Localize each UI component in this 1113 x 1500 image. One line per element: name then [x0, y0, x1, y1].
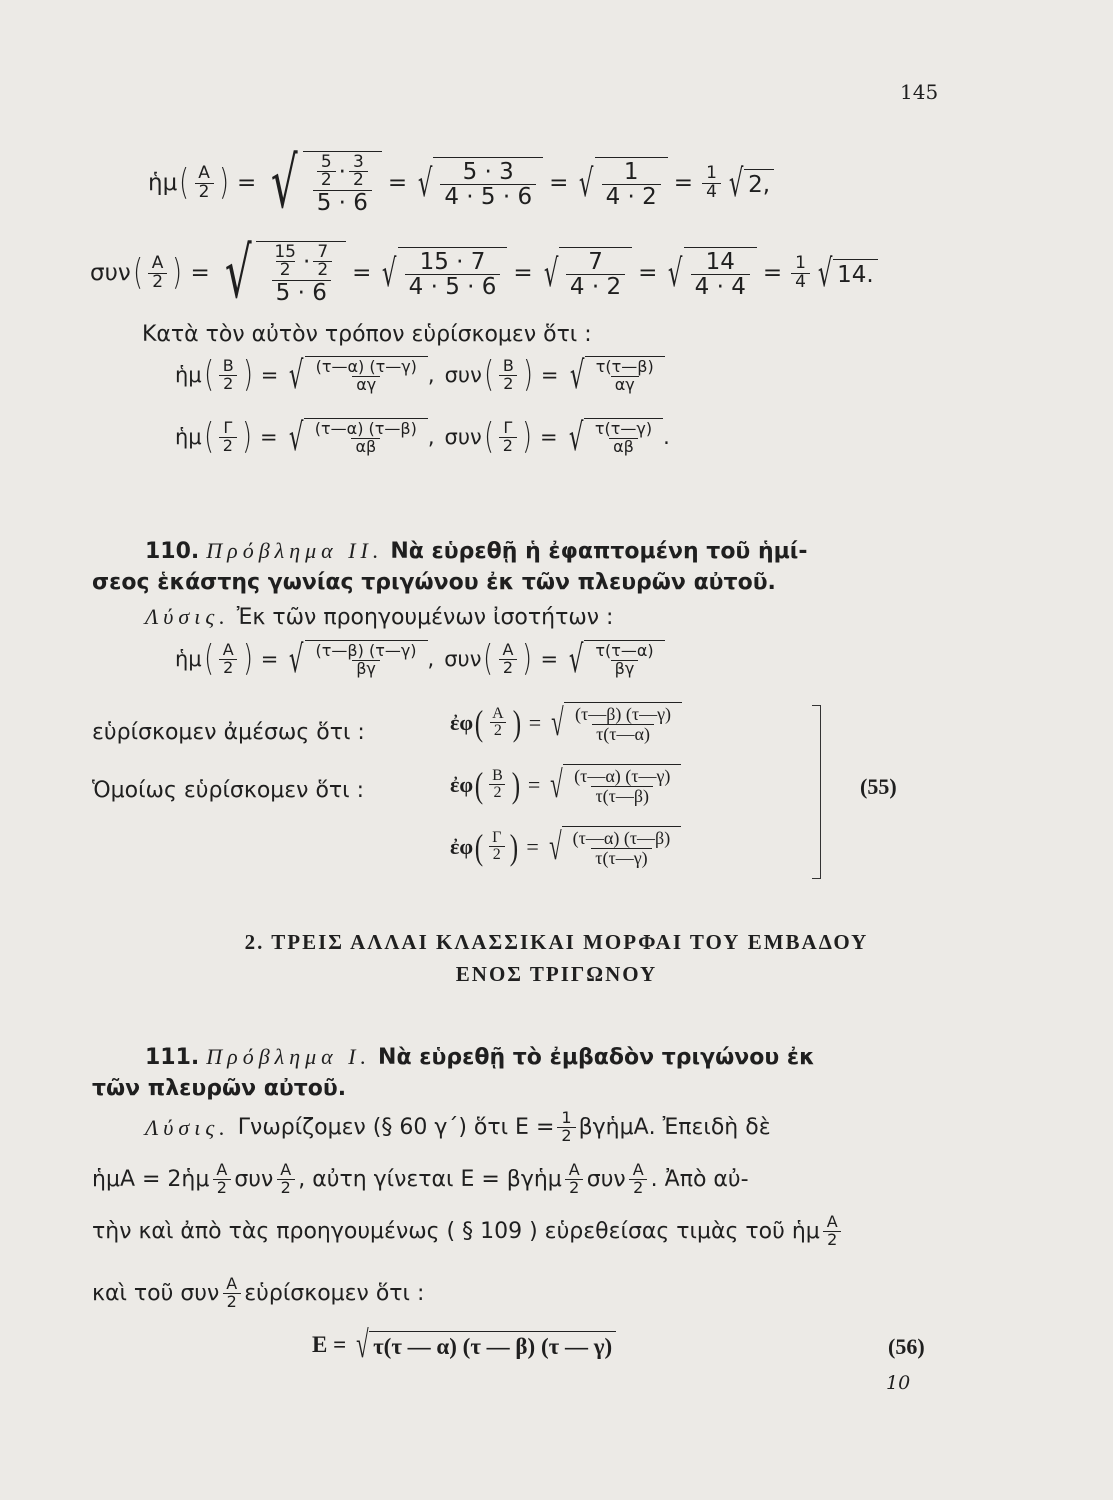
fn-sin: ἡμ	[148, 170, 178, 196]
solution-111-line4: καὶ τοῦ συν $\frac{A}{2}$ εὑρίσκομεν ὅτι :	[92, 1274, 425, 1311]
formula-tan-half-b: ἐφ ( $\frac{B}{2}$ ) = √ $\frac{(\tau—\alpha) (\tau—\gamma)}{\tau(\tau—\beta)}$	[450, 764, 681, 806]
formula-heron: Ε = √ τ(τ — α) (τ — β) (τ — γ)	[312, 1326, 616, 1364]
half-angle-a: $\frac{A}{2}$	[194, 165, 214, 202]
formula-row-b: ἡμ ( $\frac{B}{2}$ ) = √ $\frac{(\tau—\alpha) (\tau—\gamma)}{\alpha\gamma}$ , συν ( $\frac{B}{2}$ ) = √ $\frac{\tau(\tau—\beta)}{\alpha\gamma}$	[175, 356, 665, 394]
problem-111-line2: τῶν πλευρῶν αὐτοῦ.	[92, 1076, 347, 1101]
radical-big: √ $\frac{5}{2}$ · $\frac{3}{2}$ 5 · 6	[262, 148, 382, 218]
problem-110-line1: 110. Πρόβλημα ΙΙ. Νὰ εὑρεθῇ ἡ ἐφαπτομένη τοῦ ἡμί-	[145, 538, 808, 564]
section-heading-line1: 2. ΤΡΕΙΣ ΑΛΛΑΙ ΚΛΑΣΣΙΚΑΙ ΜΟΡΦΑΙ ΤΟΥ ΕΜΒΑΔΟΥ	[244, 930, 869, 954]
problem-111-line1: 111. Πρόβλημα Ι. Νὰ εὑρεθῇ τὸ ἐμβαδὸν τριγώνου ἐκ	[145, 1044, 815, 1070]
folio-signature: 10	[886, 1372, 911, 1394]
equation-number-55: (55)	[860, 774, 897, 799]
text-similarly: Ὁμοίως εὑρίσκομεν ὅτι :	[92, 778, 365, 803]
solution-111-line3: τὴν καὶ ἀπὸ τὰς προηγουμένως ( § 109 ) εὑρεθείσας τιμὰς τοῦ ἡμ $\frac{A}{2}$	[92, 1214, 845, 1249]
formula-tan-half-a: ἐφ ( $\frac{A}{2}$ ) = √ $\frac{(\tau—\beta) (\tau—\gamma)}{\tau(\tau—\alpha)}$	[450, 702, 682, 744]
text-same-way: Κατὰ τὸν αὐτὸν τρόπον εὑρίσκομεν ὅτι :	[142, 322, 592, 347]
page-number: 145	[900, 80, 939, 104]
problem-110-line2: σεος ἑκάστης γωνίας τριγώνου ἐκ τῶν πλευρῶν αὐτοῦ.	[92, 570, 776, 595]
formula-sin-half-a: ἡμ ( $\frac{A}{2}$ ) = √ $\frac{5}{2}$ · $\frac{3}{2}$ 5 · 6 = √ $\frac{5 \cdot 3}{4 \cdot 5 \cdot 6}$ = √ $\frac{1}{4 \cdot 2}$ = $\frac{1}{4}$ √ 2,	[148, 148, 774, 218]
solution-111-line1: Λύσις. Γνωρίζομεν (§ 60 γ΄) ὅτι Ε = $\frac{1}{2}$ βγἡμΑ. Ἐπειδὴ δὲ	[145, 1108, 771, 1145]
formula-cos-half-a: συν ( $\frac{A}{2}$ ) = √ $\frac{15}{2}$ · $\frac{7}{2}$ 5 · 6 = √ $\frac{15 \cdot 7}{4 \cdot 5 \cdot 6}$ = √ $\frac{7}{4 \cdot 2}$ = √ $\frac{14}{4 \cdot 4}$ = $\frac{1}{4}$ √ 14.	[90, 238, 878, 308]
section-heading-line2: ΕΝΟΣ ΤΡΙΓΩΝΟΥ	[455, 962, 658, 986]
formula-tan-half-g: ἐφ ( $\frac{\Gamma}{2}$ ) = √ $\frac{(\tau—\alpha) (\tau—\beta)}{\tau(\tau—\gamma)}$	[450, 826, 681, 868]
fn-cos: συν	[90, 260, 131, 286]
solution-110: Λύσις. Ἐκ τῶν προηγουμένων ἰσοτήτων :	[145, 604, 614, 630]
equation-brace	[812, 705, 821, 879]
formula-row-g: ἡμ ( $\frac{\Gamma}{2}$ ) = √ $\frac{(\tau—\alpha) (\tau—\beta)}{\alpha\beta}$ , συν ( $\frac{\Gamma}{2}$ ) = √ $\frac{\tau(\tau—\gamma)}{\alpha\beta}$ .	[175, 415, 670, 459]
formula-row-a: ἡμ ( $\frac{A}{2}$ ) = √ $\frac{(\tau—\beta) (\tau—\gamma)}{\beta\gamma}$ , συν ( $\frac{A}{2}$ ) = √ $\frac{\tau(\tau—\alpha)}{\beta\gamma}$	[175, 640, 665, 678]
text-find-directly: εὑρίσκομεν ἀμέσως ὅτι :	[92, 720, 365, 745]
solution-111-line2: ἡμΑ = 2ἡμ $\frac{A}{2}$ συν $\frac{A}{2}$ , αὐτη γίνεται Ε = βγἡμ $\frac{A}{2}$ συν $\frac{A}{2}$ . Ἀπὸ αὐ-	[92, 1160, 749, 1197]
equation-number-56: (56)	[888, 1334, 925, 1359]
